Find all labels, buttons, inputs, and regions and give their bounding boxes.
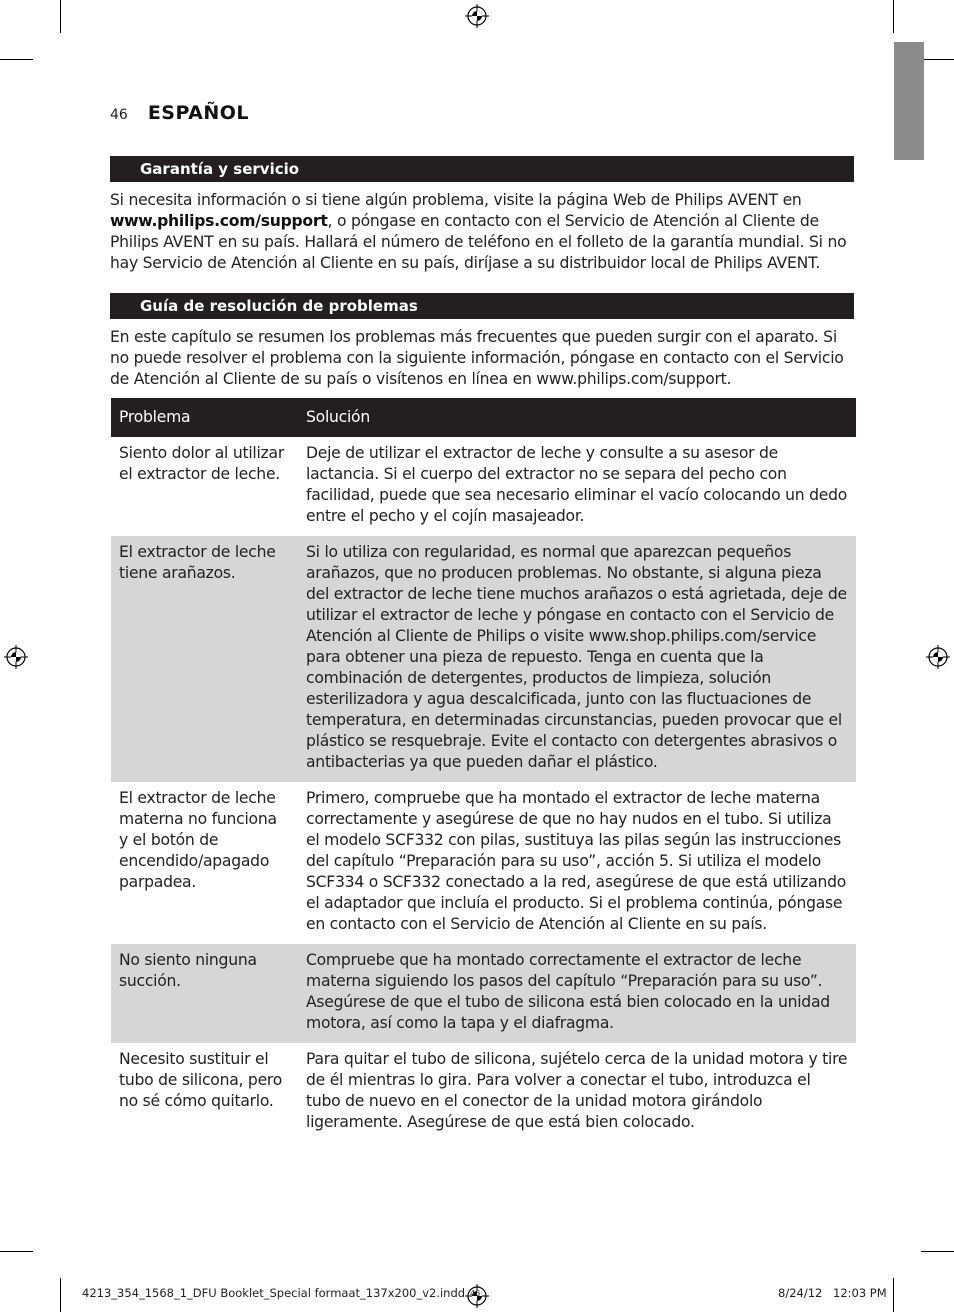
table-header-row	[111, 398, 856, 437]
problem-cell: El extractor de leche materna no funciona y el botón de encendido/apagado parpadea.	[119, 789, 277, 891]
solution-cell: Deje de utilizar el extractor de leche y consulte a su asesor de lactancia. Si el cuerpo del extractor no se separa del pecho con facilidad, puede que sea necesario eliminar el vacío colocando un dedo entre el pecho y el cojín masajeador.	[306, 444, 848, 525]
table-row	[111, 536, 856, 782]
crop-mark	[921, 1251, 954, 1252]
troubleshooting-table	[111, 398, 856, 1142]
page-header	[110, 102, 249, 124]
crop-mark	[921, 59, 954, 60]
registration-mark-icon	[4, 645, 28, 669]
solution-cell: Compruebe que ha montado correctamente el extractor de leche materna siguiendo los pasos del capítulo “Preparación para su uso”. Asegúrese de que el tubo de silicona está bien colocado en la unidad motora, así como la tapa y el diafragma.	[298, 944, 856, 1043]
crop-mark	[60, 0, 61, 33]
footer-date: 8/24/12	[778, 1286, 823, 1300]
section-title-troubleshooting: Guía de resolución de problemas	[110, 293, 854, 319]
page-number: 46	[110, 107, 128, 123]
solution-cell: Si lo utiliza con regularidad, es normal que aparezcan pequeños arañazos, que no producen problemas. No obstante, si alguna pieza del extractor de leche tiene muchos arañazos o está agrietada, deje de utilizar el extractor de leche y póngase en contacto con el Servicio de Atención al Cliente de Philips o visite www.shop.philips.com/service para obtener una pieza de repuesto. Tenga en cuenta que la combinación de detergentes, productos de limpieza, solución esterilizadora y agua descalcificada, junto con las fluctuaciones de temperatura, en determinadas circunstancias, pueden provocar que el plástico se resquebraje. Evite el contacto con detergentes abrasivos o antibacterias ya que pueden dañar el plástico.	[298, 536, 856, 782]
solution-cell: Para quitar el tubo de silicona, sujételo cerca de la unidad motora y tire de él mientras lo gira. Para volver a conectar el tubo, introduzca el tubo de nuevo en el conector de la unidad motora girándolo ligeramente. Asegúrese de que está bien colocado.	[306, 1050, 848, 1131]
troubleshooting-intro: En este capítulo se resumen los problemas más frecuentes que pueden surgir con el aparato. Si no puede resolver el problema con la siguiente información, póngase en contacto con el Servicio de Atención al Cliente de su país o visítenos en línea en www.philips.com/support.	[110, 328, 844, 388]
registration-mark-icon	[465, 4, 489, 28]
table-row	[111, 782, 856, 944]
footer-filename: 4213_354_1568_1_DFU Booklet_Special formaat_137x200_v2.indd	[82, 1286, 466, 1300]
crop-mark	[893, 1278, 894, 1312]
problem-cell: Siento dolor al utilizar el extractor de leche.	[119, 444, 284, 483]
table-row	[111, 944, 856, 1043]
crop-mark	[60, 1278, 61, 1312]
crop-mark	[893, 0, 894, 33]
table-row	[111, 1043, 856, 1142]
footer-time: 12:03 PM	[833, 1286, 887, 1300]
language-side-tab	[894, 42, 924, 160]
page-language-title: ESPAÑOL	[147, 102, 250, 124]
table-row	[111, 437, 856, 536]
support-link[interactable]: www.philips.com/support	[110, 212, 328, 230]
warranty-text-end: , o póngase en contacto con el Servicio de Atención al Cliente de Philips AVENT en su país. Hallará el número de teléfono en el folleto de la garantía mundial. Si no hay Servicio de Atención al Cliente en su país, diríjase a su distribuidor local de Philips AVENT.	[110, 212, 847, 272]
crop-mark	[0, 1251, 33, 1252]
footer-page-ref: 46	[470, 1289, 481, 1298]
problem-cell: No siento ninguna succión.	[111, 944, 298, 1043]
warranty-text-start: Si necesita información o si tiene algún problema, visite la página Web de Philips AVENT en	[110, 191, 802, 209]
column-header-problem: Problema	[111, 398, 298, 437]
problem-cell: Necesito sustituir el tubo de silicona, pero no sé cómo quitarlo.	[119, 1050, 283, 1110]
warranty-paragraph	[110, 190, 854, 274]
problem-cell: El extractor de leche tiene arañazos.	[111, 536, 298, 782]
column-header-solution: Solución	[298, 398, 856, 437]
crop-mark	[0, 59, 33, 60]
solution-cell: Primero, compruebe que ha montado el extractor de leche materna correctamente y asegúrese de que no hay nudos en el tubo. Si utiliza el modelo SCF332 con pilas, sustituya las pilas según las instrucciones del capítulo “Preparación para su uso”, acción 5. Si utiliza el modelo SCF334 o SCF332 conectado a la red, asegúrese de que está utilizando el adaptador que incluía el producto. Si el problema continúa, póngase en contacto con el Servicio de Atención al Cliente en su país.	[306, 789, 847, 933]
section-title-warranty: Garantía y servicio	[110, 156, 854, 182]
registration-mark-icon	[926, 645, 950, 669]
